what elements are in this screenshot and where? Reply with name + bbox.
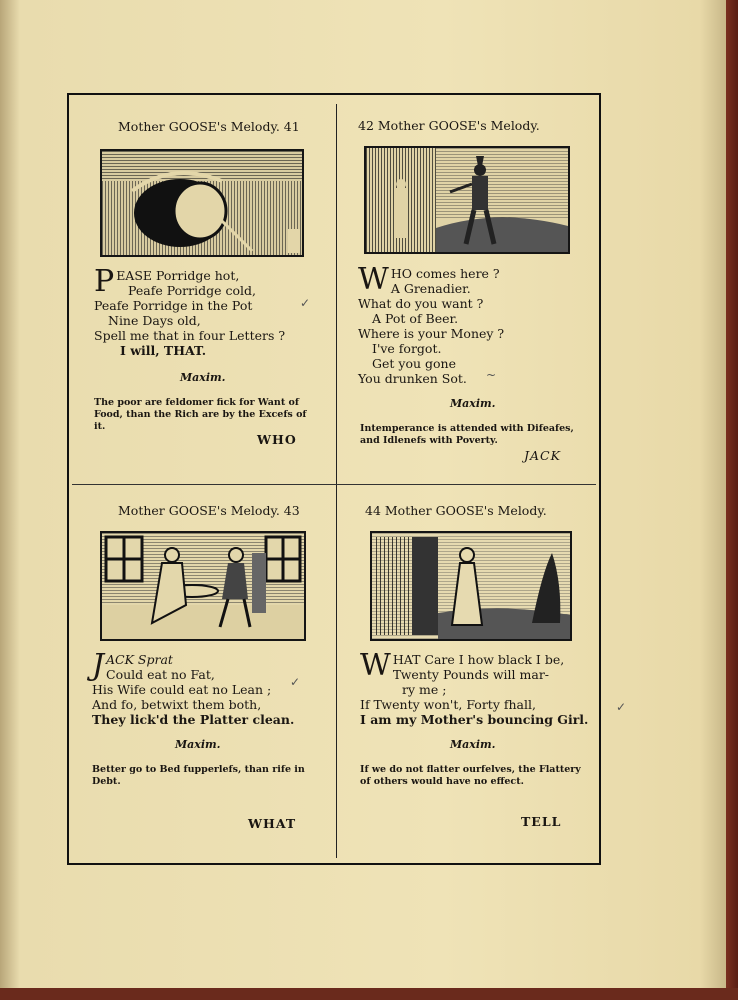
- rhyme-line: Could eat no Fat,: [106, 667, 215, 682]
- maxim-heading: Maxim.: [450, 397, 496, 410]
- rhyme-line: Get you gone: [372, 356, 456, 371]
- panel-header: 44 Mother GOOSE's Melody.: [365, 503, 547, 518]
- woodcut-porridge-pot: [100, 149, 304, 257]
- rhyme-line: ACK Sprat: [106, 652, 173, 667]
- drop-cap: W: [358, 262, 389, 297]
- rhyme-line: Nine Days old,: [108, 313, 201, 328]
- catchword: TELL: [521, 814, 562, 829]
- panel-header: 42 Mother GOOSE's Melody.: [358, 118, 540, 133]
- rhyme-line: Peafe Porridge in the Pot: [94, 298, 253, 313]
- rhyme-line: Where is your Money ?: [358, 326, 505, 341]
- catchword: JACK: [524, 448, 561, 463]
- rhyme-line: Twenty Pounds will mar-: [392, 667, 550, 682]
- rhyme-line: HO comes here ?: [390, 266, 500, 281]
- row-divider: [72, 484, 596, 485]
- rhyme-line: They lick'd the Platter clean.: [92, 712, 295, 727]
- book-spine: [726, 0, 738, 1000]
- column-divider: [336, 104, 337, 858]
- maxim-text: The poor are feldomer fick for Want of Food, than the Rich are by the Excefs of it.: [94, 397, 307, 432]
- maxim-heading: Maxim.: [180, 371, 226, 384]
- rhyme-text: [358, 262, 505, 386]
- catchword: WHO: [257, 432, 297, 447]
- drop-cap: P: [94, 264, 115, 299]
- pencil-mark: ~: [486, 368, 497, 382]
- rhyme-text: [94, 264, 286, 358]
- woodcut-girl-by-house: [370, 531, 572, 641]
- drop-cap: W: [360, 648, 391, 683]
- maxim-text: If we do not flatter ourfelves, the Flattery of others would have no effect.: [360, 764, 581, 787]
- rhyme-text: [360, 648, 589, 727]
- rhyme-line: EASE Porridge hot,: [116, 268, 240, 283]
- pencil-checkmark: ✓: [290, 675, 301, 689]
- maxim-text: Better go to Bed fupperlefs, than rife in Debt.: [92, 764, 305, 787]
- pencil-checkmark: ✓: [616, 700, 627, 714]
- catchword: WHAT: [248, 816, 297, 831]
- pencil-checkmark: ✓: [300, 296, 311, 310]
- maxim-heading: Maxim.: [175, 738, 221, 751]
- rhyme-line: A Grenadier.: [390, 281, 471, 296]
- rhyme-line: What do you want ?: [358, 296, 484, 311]
- woodcut-grenadier: [364, 146, 570, 254]
- maxim-heading: Maxim.: [450, 738, 496, 751]
- rhyme-line: I am my Mother's bouncing Girl.: [360, 712, 589, 727]
- book-edge: [0, 988, 738, 1000]
- rhyme-line: You drunken Sot.: [358, 371, 467, 386]
- rhyme-line: I will, THAT.: [120, 343, 207, 358]
- rhyme-line: I've forgot.: [372, 341, 442, 356]
- maxim-text: Intemperance is attended with Difeafes, and Idlenefs with Poverty.: [360, 423, 574, 446]
- rhyme-line: His Wife could eat no Lean ;: [92, 682, 272, 697]
- rhyme-line: And fo, betwixt them both,: [92, 697, 262, 712]
- rhyme-line: Peafe Porridge cold,: [128, 283, 256, 298]
- rhyme-line: HAT Care I how black I be,: [392, 652, 565, 667]
- woodcut-jack-sprat: [100, 531, 306, 641]
- drop-cap: J: [92, 648, 105, 683]
- panel-header: Mother GOOSE's Melody. 43: [118, 503, 300, 518]
- rhyme-line: Spell me that in four Letters ?: [94, 328, 286, 343]
- rhyme-line: A Pot of Beer.: [372, 311, 459, 326]
- panel-header: Mother GOOSE's Melody. 41: [118, 119, 300, 134]
- rhyme-line: ry me ;: [402, 682, 447, 697]
- rhyme-line: If Twenty won't, Forty fhall,: [360, 697, 536, 712]
- rhyme-text: [92, 648, 295, 727]
